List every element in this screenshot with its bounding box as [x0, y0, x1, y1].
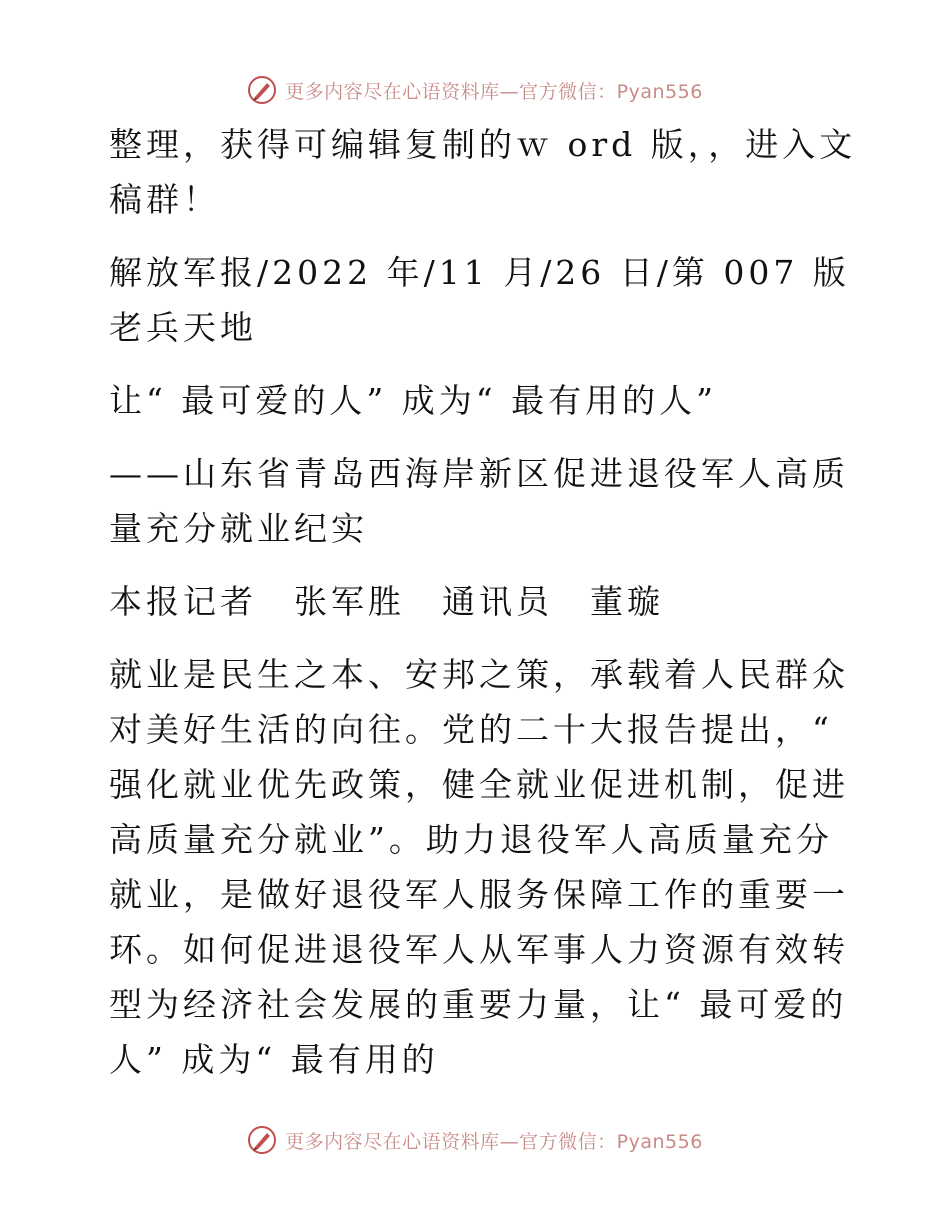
header-watermark: [0, 72, 950, 108]
byline: 本报记者 张军胜 通讯员 董璇: [109, 582, 664, 621]
document-body: [97, 117, 857, 1087]
article-subtitle: ——山东省青岛西海岸新区促进退役军人高质量充分就业纪实: [109, 454, 849, 548]
pen-logo-icon: [247, 75, 277, 105]
pen-logo-icon: [247, 1125, 277, 1155]
source-line: 解放军报/2022 年/11 月/26 日/第 007 版老兵天地: [109, 253, 850, 347]
body-paragraph: 就业是民生之本、安邦之策，承载着人民群众对美好生活的向往。党的二十大报告提出，“ 强化就业优先政策，健全就业促进机制，促进高质量充分就业”。助力退役军人高质量充分就业，是做好退役军人服务保障工作的重要一环。如何促进退役军人从军事人力资源有效转型为经济社会发展的重要力量，让“ 最可爱的人” 成为“ 最有用的: [109, 655, 849, 1079]
watermark-text: 更多内容尽在心语资料库—官方微信：Pyan556: [285, 80, 703, 103]
watermark-text: 更多内容尽在心语资料库—官方微信：Pyan556: [285, 1130, 703, 1153]
footer-watermark: [0, 1122, 950, 1158]
article-title: 让“ 最可爱的人” 成为“ 最有用的人”: [109, 381, 717, 420]
intro-note: 整理，获得可编辑复制的ｗ ord 版，，进入文稿群！: [109, 125, 857, 219]
